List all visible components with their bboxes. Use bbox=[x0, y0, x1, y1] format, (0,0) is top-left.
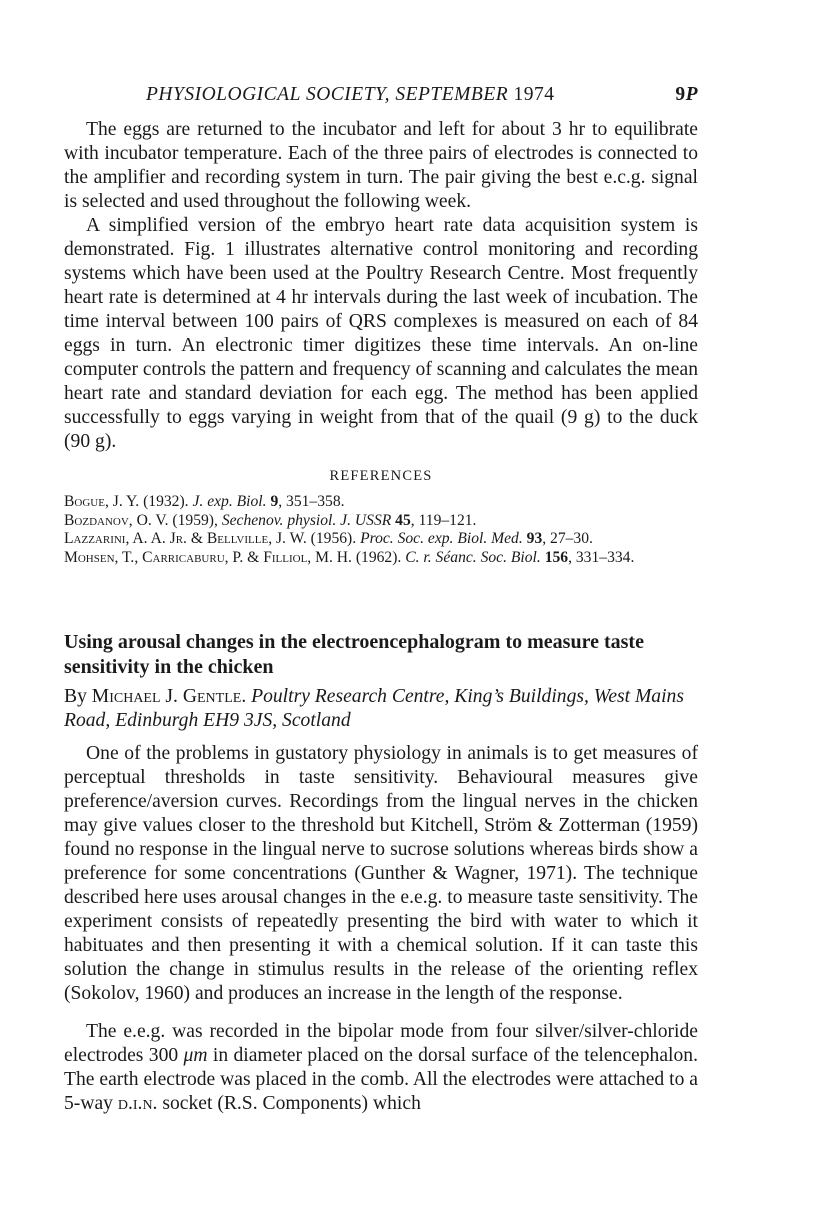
reference-item: Bozdanov, O. V. (1959), Sechenov. physiol. J. USSR 45, 119–121. bbox=[64, 511, 477, 529]
reference-item: Lazzarini, A. A. Jr. & Bellville, J. W. (1956). Proc. Soc. exp. Biol. Med. 93, 27–30. bbox=[64, 530, 593, 547]
byline-by: By bbox=[64, 686, 87, 707]
reference-item: Bogue, J. Y. (1932). J. exp. Biol. 9, 351–358. bbox=[64, 493, 345, 510]
page-number: 9P bbox=[675, 84, 698, 105]
paragraph-gustatory-problem: One of the problems in gustatory physiology in animals is to get measures of perceptual thresholds in taste sensitivity. Behavioural measures give preference/aversion curves. Recordings from the lingual nerves in the chicken may give values closer to the threshold but Kitchell, Ström & Zotterman (1959) found no response in the lingual nerve to sucrose solutions whereas birds show a preference for some concentrations (Gunther & Wagner, 1971). The technique described here uses arousal changes in the e.e.g. to measure taste sensitivity. The experiment consists of repeatedly presenting the bird with water to which it habituates and then presenting it with a chemical solution. If it can taste this solution the change in stimulus results in the release of the orienting reflex (Sokolov, 1960) and produces an increase in the length of the response. bbox=[64, 743, 698, 1004]
reference-item: Mohsen, T., Carricaburu, P. & Filliol, M. H. (1962). C. r. Séanc. Soc. Biol. 156, 331–334. bbox=[64, 548, 635, 566]
paragraph-eggs-incubator: The eggs are returned to the incubator and left for about 3 hr to equilibrate with incubator temperature. Each of the three pairs of electrodes is connected to the amplifier and recording system in turn. The pair giving the best e.c.g. signal is selected and used throughout the following week. bbox=[64, 119, 698, 212]
references-list bbox=[64, 493, 698, 567]
author-affiliation: Poultry Research Centre, King’s Buildings, West Mains Road, Edinburgh EH9 3JS, Scotland bbox=[64, 686, 684, 731]
article-title: Using arousal changes in the electroencephalogram to measure taste sensitivity in the chicken bbox=[64, 631, 644, 678]
paragraph-eeg-recording: The e.e.g. was recorded in the bipolar mode from four silver/silver-chloride electrodes 300 μm in diameter placed on the dorsal surface of the telencephalon. The earth electrode was placed in the comb. All the electrodes were attached to a 5-way d.i.n. socket (R.S. Components) which bbox=[64, 1021, 698, 1114]
header-year: 1974 bbox=[513, 84, 555, 105]
journal-header-title: PHYSIOLOGICAL SOCIETY, SEPTEMBER 1974 bbox=[146, 84, 555, 105]
byline bbox=[64, 685, 698, 733]
author-name: Michael J. Gentle. bbox=[91, 686, 247, 707]
references-heading: REFERENCES bbox=[329, 468, 433, 484]
running-head bbox=[64, 84, 698, 110]
paragraph-heart-rate-system: A simplified version of the embryo heart rate data acquisition system is demonstrated. Fig. 1 illustrates alternative control monitoring and recording systems which have been used at the Poultry Research Centre. Most frequently heart rate is determined at 4 hr intervals during the last week of incubation. The time interval between 100 pairs of QRS complexes is measured on each of 84 eggs in turn. An electronic timer digitizes these time intervals. An on-line computer controls the pattern and frequency of scanning and calculates the mean heart rate and standard deviation for each egg. The method has been applied successfully to eggs varying in weight from that of the quail (9 g) to the duck (90 g). bbox=[64, 215, 698, 452]
